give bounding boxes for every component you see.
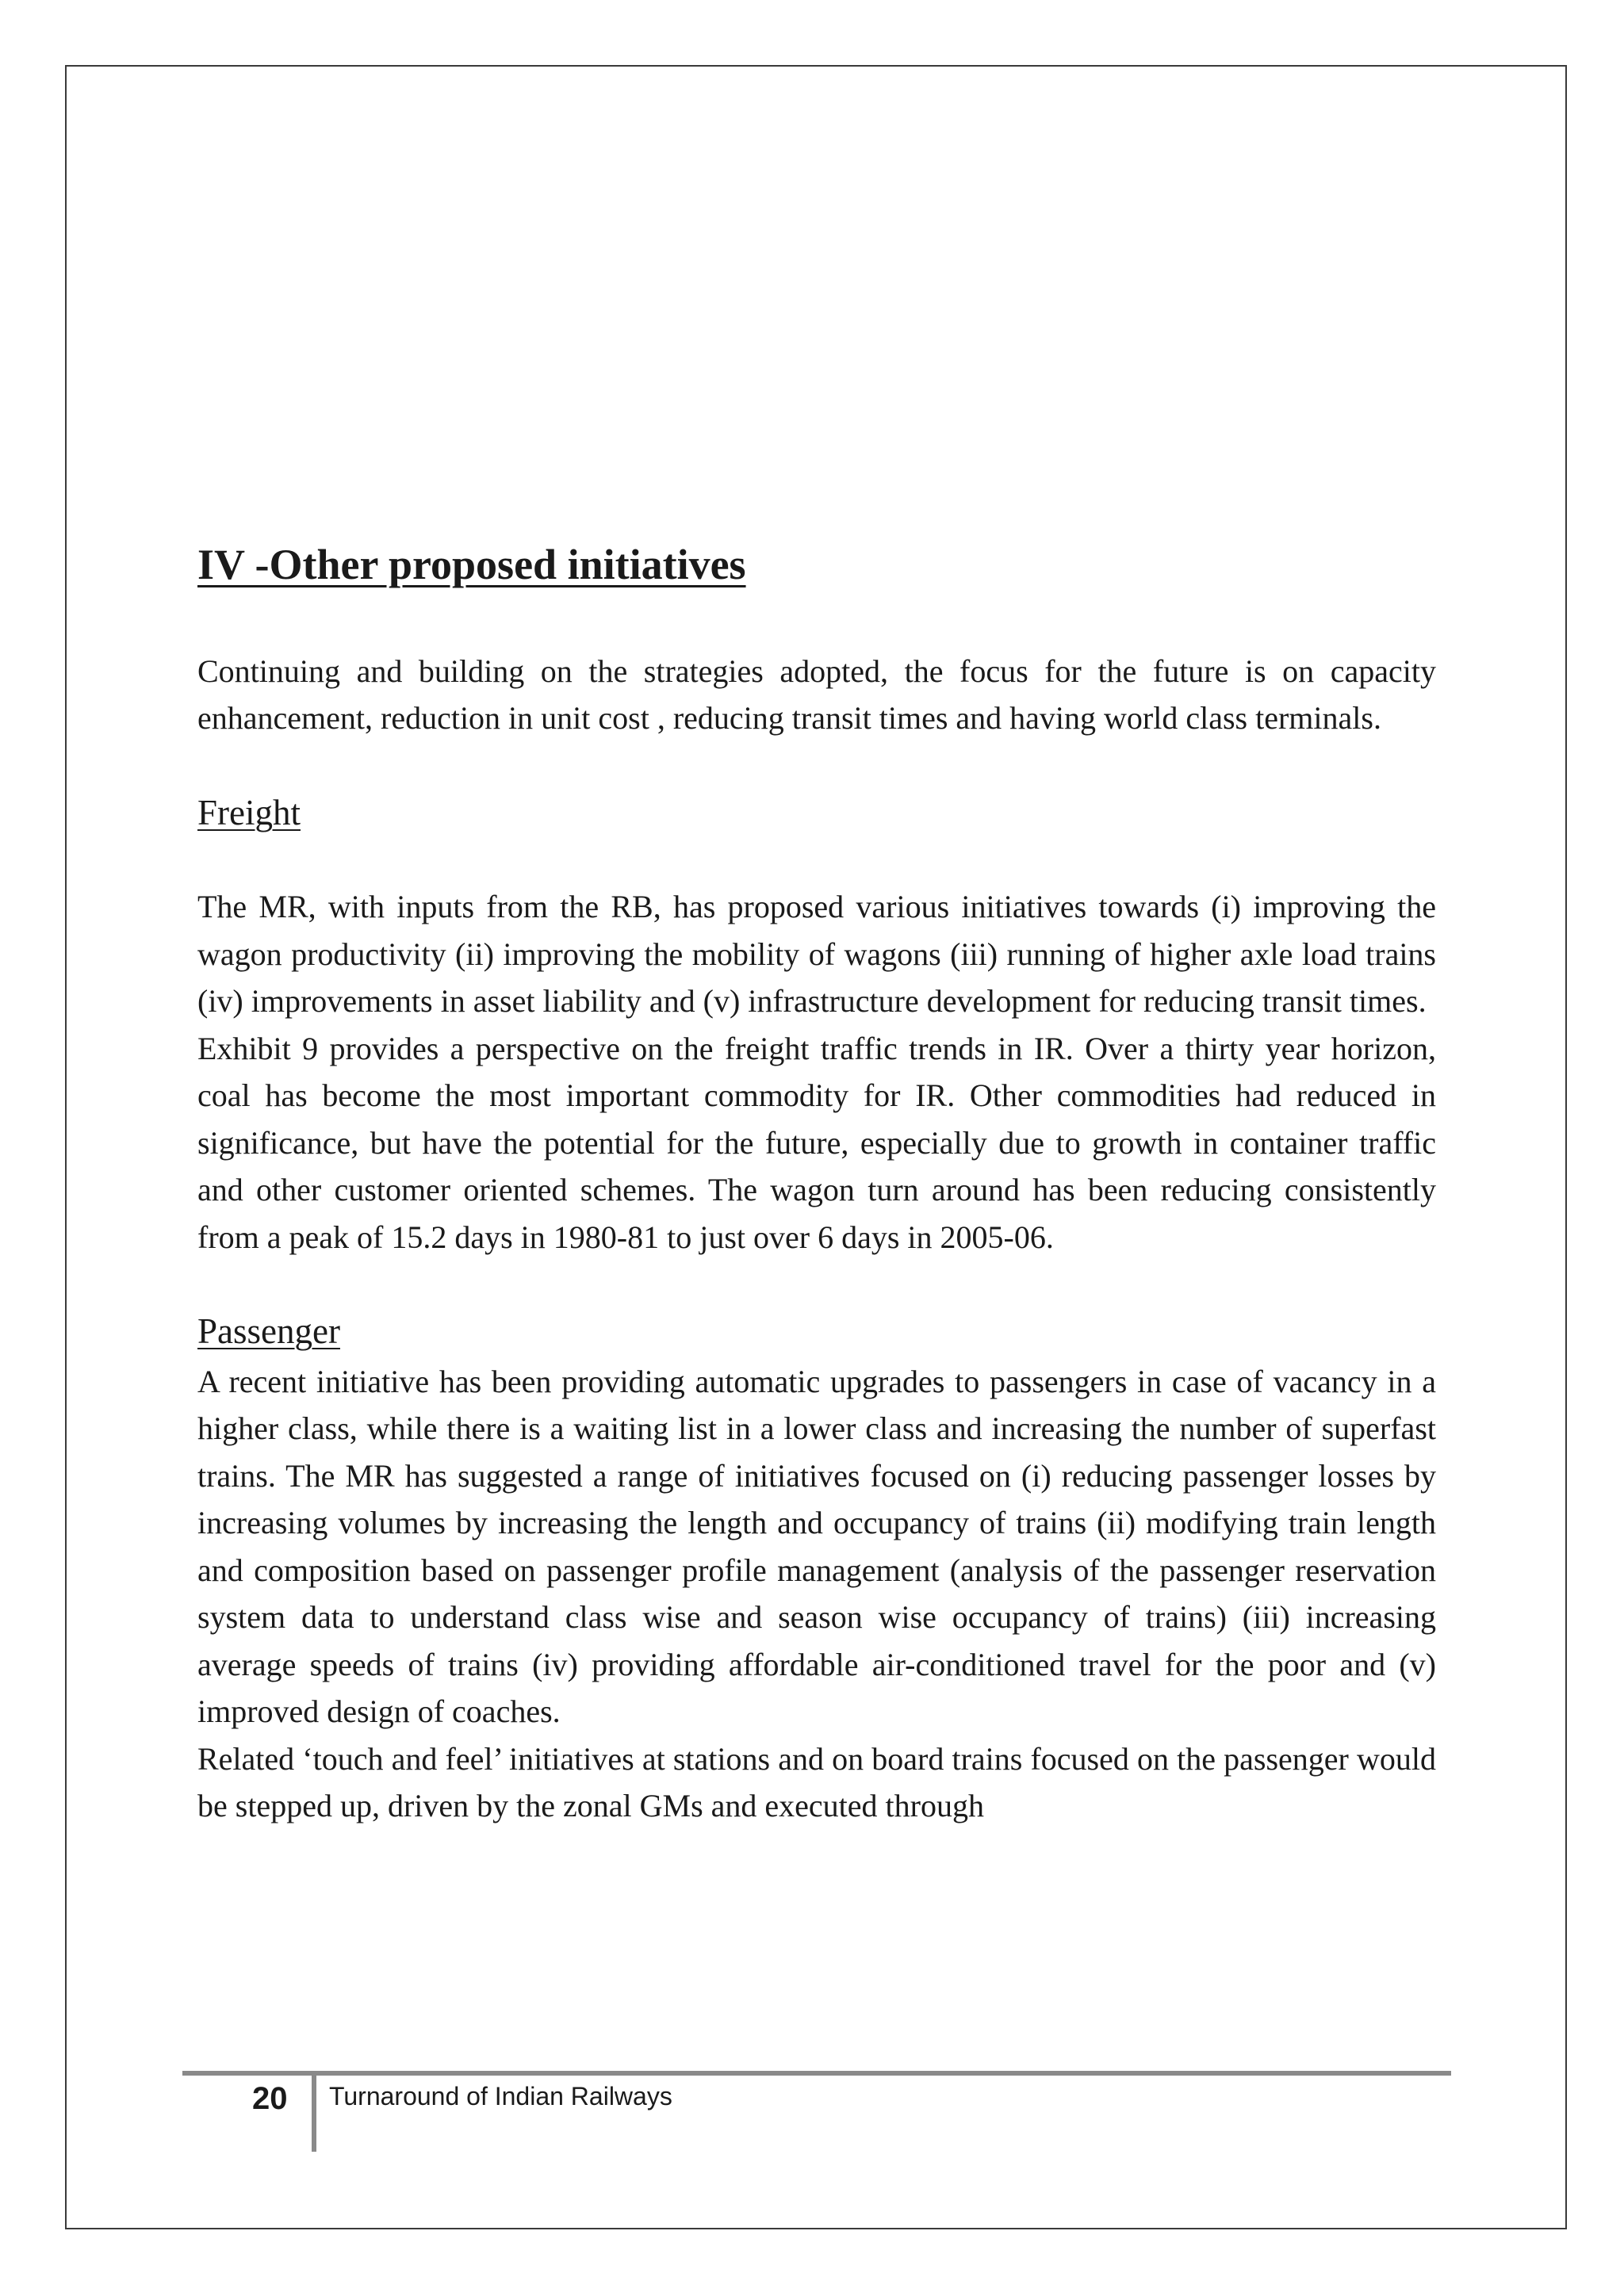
freight-heading: Freight	[197, 792, 301, 832]
section-title: IV -Other proposed initiatives	[197, 541, 746, 588]
intro-paragraph: Continuing and building on the strategies adopted, the focus for the future is on capacity enhancement, reduction in unit cost , reducing transit times and having world class terminals.	[197, 652, 1436, 737]
freight-paragraph-2: Exhibit 9 provides a perspective on the freight traffic trends in IR. Over a thirty year horizon, coal has become the most important commodity for IR. Other commodities had reduced in significance, but have the potential for the future, especially due to growth in container traffic and other customer oriented schemes. The wagon turn around has been reducing consistently from a peak of 15.2 days in 1980-81 to just over 6 days in 2005-06.	[197, 1030, 1436, 1255]
page-content	[197, 539, 1436, 1830]
footer-divider	[312, 2076, 316, 2152]
running-title: Turnaround of Indian Railways	[329, 2082, 672, 2110]
passenger-paragraph-2: Related ‘touch and feel’ initiatives at stations and on board trains focused on the passenger would be stepped up, driven by the zonal GMs and executed through	[197, 1740, 1436, 1824]
passenger-paragraph-1: A recent initiative has been providing automatic upgrades to passengers in case of vacancy in a higher class, while there is a waiting list in a lower class and increasing the number of superfast trains. The MR has suggested a range of initiatives focused on (i) reducing passenger losses by increasing volumes by increasing the length and occupancy of trains (ii) modifying train length and composition based on passenger profile management (analysis of the passenger reservation system data to understand class wise and season wise occupancy of trains) (iii) increasing average speeds of trains (iv) providing affordable air-conditioned travel for the poor and (v) improved design of coaches.	[197, 1363, 1436, 1730]
freight-paragraph-1: The MR, with inputs from the RB, has proposed various initiatives towards (i) improving the wagon productivity (ii) improving the mobility of wagons (iii) running of higher axle load trains (iv) improvements in asset liability and (v) infrastructure development for reducing transit times.	[197, 889, 1436, 1020]
passenger-heading: Passenger	[197, 1311, 340, 1352]
footer-rule	[182, 2071, 1451, 2076]
page-number: 20	[252, 2081, 288, 2116]
